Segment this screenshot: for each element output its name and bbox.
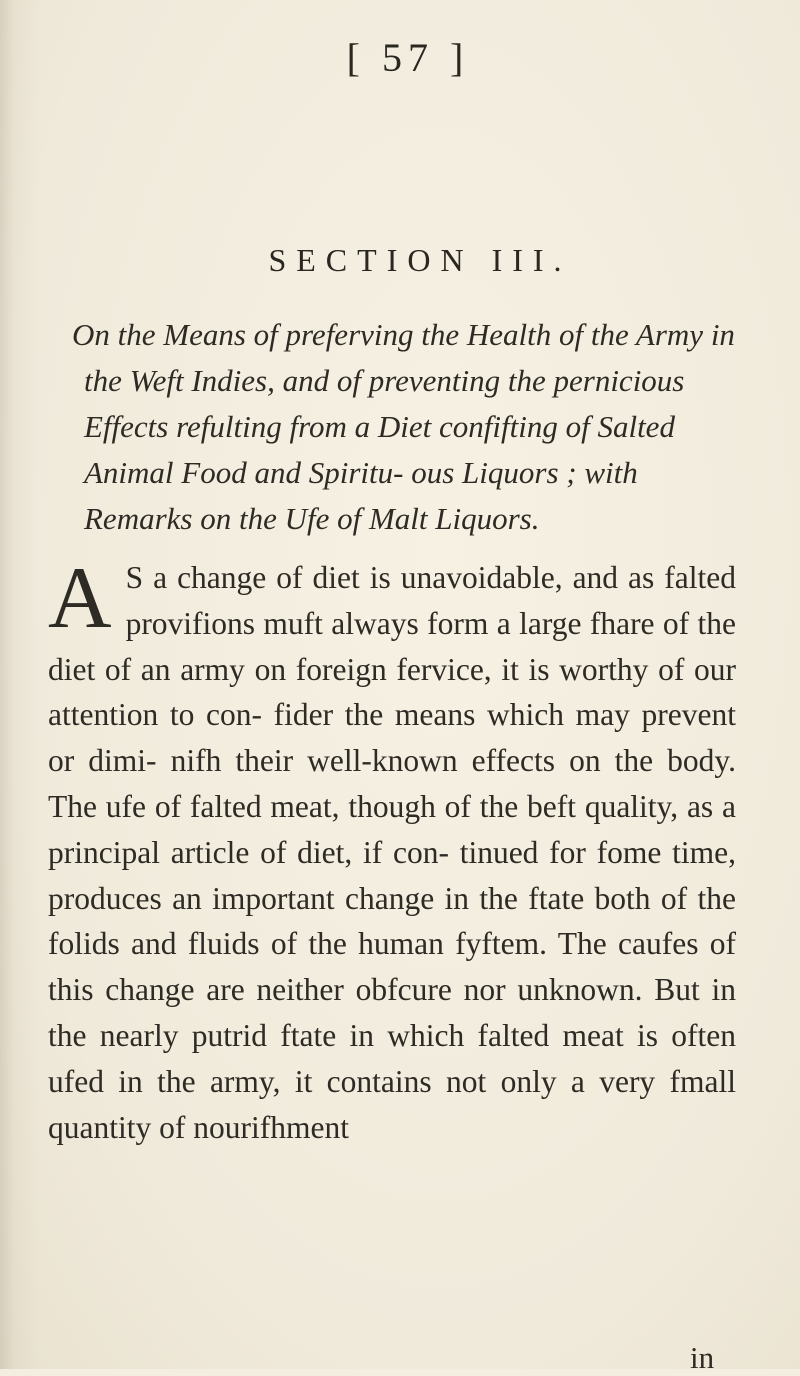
section-subtitle: On the Means of preferving the Health of the Army in the Weft Indies, and of preventing the pernicious Effects refulting from a Diet confifting of Salted Animal Food and Spiritu- ous Liquors ; with Remarks on the Ufe of Malt Liquors.	[72, 317, 735, 536]
section-title: SECTION III.	[268, 242, 572, 278]
body-paragraph	[48, 550, 736, 1150]
paragraph-text: S a change of diet is unavoidable, and as falted provifions muft always form a large fhare of the diet of an army on foreign fervice, it is worthy of our attention to con- fider the means which may prevent or dimi- nifh their well-known effects on the body. The ufe of falted meat, though of the beft quality, as a principal article of diet, if con- tinued for fome time, produces an important change in the ftate both of the folids and fluids of the human fyftem. The caufes of this change are neither obfcure nor unknown. But in the nearly putrid ftate in which falted meat is often ufed in the army, it contains not only a very fmall quantity of nourifhment	[48, 560, 736, 1145]
catchword: in	[690, 1340, 715, 1375]
page-number: [ 57 ]	[346, 35, 470, 80]
drop-cap: A	[48, 550, 112, 647]
